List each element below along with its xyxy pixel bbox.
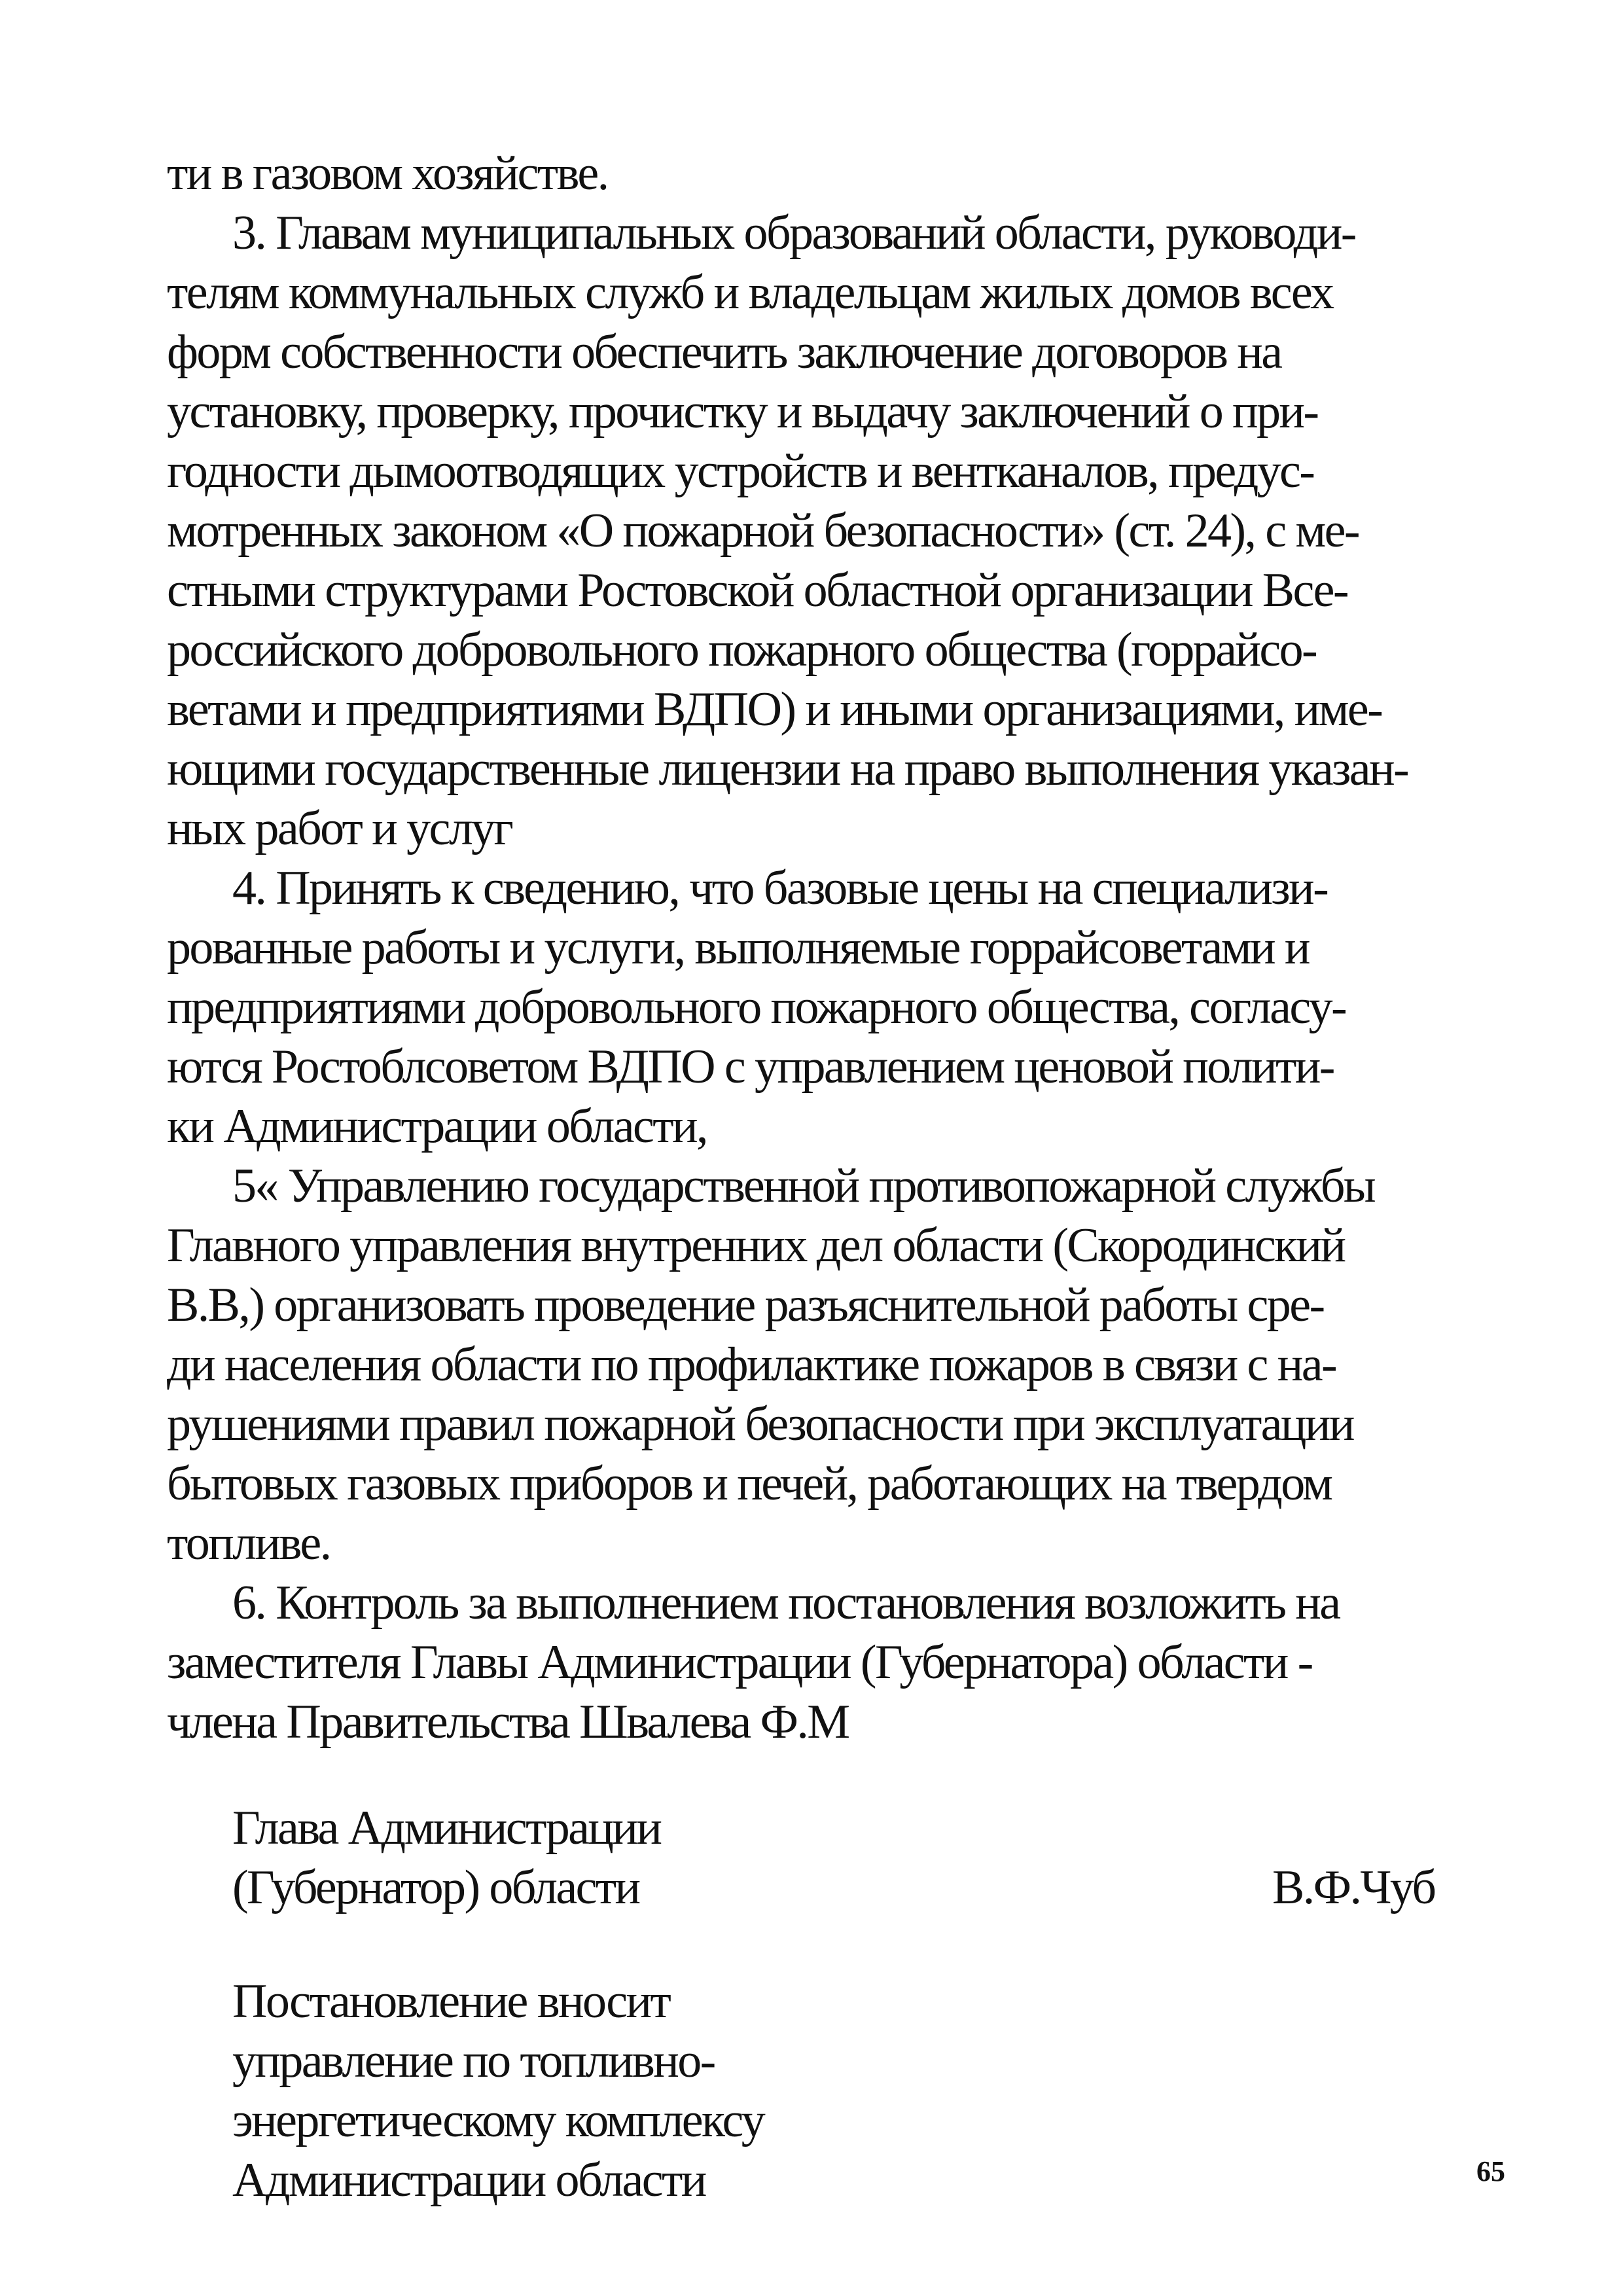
body-line: заместителя Главы Администрации (Губернатора) области - xyxy=(167,1636,1312,1689)
body-line: ки Администрации области, xyxy=(167,1100,707,1153)
body-line: телям коммунальных служб и владельцам жилых домов всех xyxy=(167,266,1333,319)
footer-note-line: Администрации области xyxy=(232,2153,705,2207)
body-line: ветами и предприятиями ВДПО) и иными организациями, име- xyxy=(167,683,1382,736)
body-line: установку, проверку, прочистку и выдачу заключений о при- xyxy=(167,385,1318,439)
footer-note-line: энергетическому комплексу xyxy=(232,2094,764,2147)
body-line: ти в газовом хозяйстве. xyxy=(167,147,608,200)
body-line: В.В,) организовать проведение разъяснительной работы сре- xyxy=(167,1278,1324,1332)
body-line: члена Правительства Швалева Ф.М xyxy=(167,1695,849,1749)
signatory-title-line2: (Губернатор) области xyxy=(232,1861,639,1914)
body-line: Главного управления внутренних дел области (Скородинский xyxy=(167,1219,1345,1272)
body-line: рованные работы и услуги, выполняемые горрайсоветами и xyxy=(167,921,1309,975)
body-line: мотренных законом «О пожарной безопасности» (ст. 24), с ме- xyxy=(167,504,1359,558)
signatory-name: В.Ф.Чуб xyxy=(1272,1861,1435,1914)
body-line: форм собственности обеспечить заключение договоров на xyxy=(167,325,1281,379)
body-line: ди населения области по профилактике пожаров в связи с на- xyxy=(167,1338,1336,1391)
body-line: предприятиями добровольного пожарного общества, согласу- xyxy=(167,980,1346,1034)
body-line: топливе. xyxy=(167,1516,330,1570)
body-line: стными структурами Ростовской областной организации Все- xyxy=(167,564,1347,617)
body-line: рушениями правил пожарной безопасности при эксплуатации xyxy=(167,1397,1353,1451)
body-line: бытовых газовых приборов и печей, работающих на твердом xyxy=(167,1457,1332,1511)
body-line: годности дымоотводящих устройств и вентканалов, предус- xyxy=(167,444,1314,498)
body-line: российского добровольного пожарного общества (горрайсо- xyxy=(167,623,1317,677)
footer-note-line: Постановление вносит xyxy=(232,1975,670,2028)
body-line: ющими государственные лицензии на право выполнения указан- xyxy=(167,742,1408,796)
footer-note-line: управление по топливно- xyxy=(232,2034,715,2088)
body-line: 4. Принять к сведению, что базовые цены на специализи- xyxy=(232,861,1328,915)
body-line: 6. Контроль за выполнением постановления возложить на xyxy=(232,1576,1340,1630)
page-number: 65 xyxy=(1476,2155,1505,2187)
body-line: ных работ и услуг xyxy=(167,802,512,855)
signatory-title-line1: Глава Администрации xyxy=(232,1801,661,1855)
body-line: 3. Главам муниципальных образований области, руководи- xyxy=(232,206,1355,260)
body-line: ются Ростоблсоветом ВДПО с управлением ценовой полити- xyxy=(167,1040,1334,1094)
body-line: 5« Управлению государственной противопожарной службы xyxy=(232,1159,1375,1213)
